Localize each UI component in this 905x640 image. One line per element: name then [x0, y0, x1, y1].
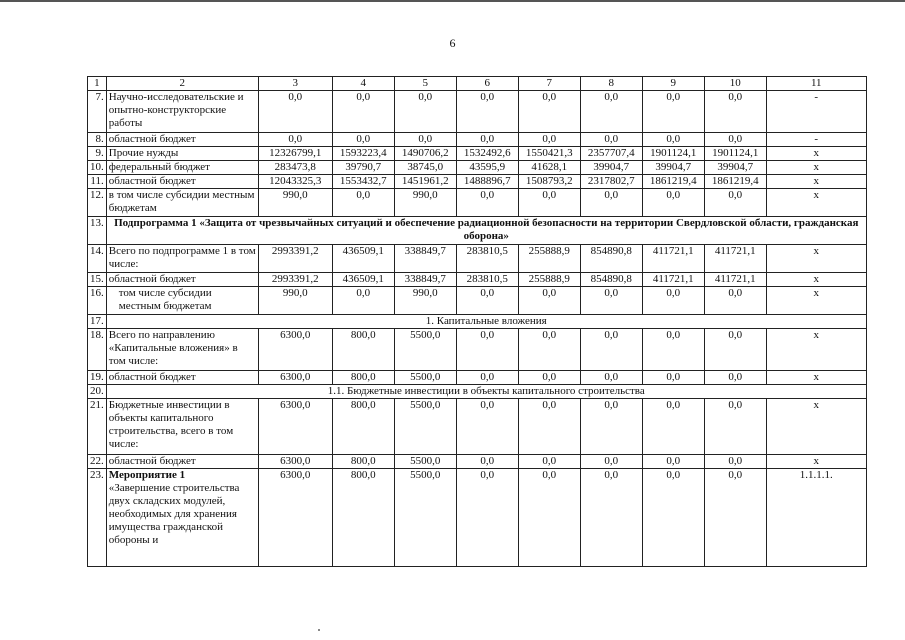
value-cell: 800,0 [332, 469, 394, 567]
value-cell: 0,0 [456, 189, 518, 217]
value-cell: 5500,0 [394, 329, 456, 371]
scan-artifact-dot [318, 629, 320, 631]
value-cell: 0,0 [456, 329, 518, 371]
value-cell: 0,0 [456, 469, 518, 567]
row-label-cell [106, 133, 258, 147]
row-number: 17. [88, 315, 107, 329]
value-cell: 0,0 [456, 371, 518, 385]
top-border-line [0, 0, 905, 2]
value-cell: 39904,7 [642, 161, 704, 175]
value-cell: 0,0 [642, 455, 704, 469]
value-cell: 0,0 [580, 399, 642, 455]
row-label-cell [106, 161, 258, 175]
row-label-cell [106, 175, 258, 189]
value-cell: 12326799,1 [258, 147, 332, 161]
value-cell: 0,0 [704, 399, 766, 455]
row-label: областной бюджет [108, 175, 196, 187]
value-cell: 0,0 [580, 133, 642, 147]
value-cell: 800,0 [332, 371, 394, 385]
value-cell: 0,0 [704, 371, 766, 385]
value-cell: 0,0 [518, 455, 580, 469]
row-label-cell [106, 329, 258, 371]
row-label: «Завершение строительства двух складских модулей, необходимых для хранения имущества гражданской обороны и [108, 482, 240, 546]
row-number: 19. [88, 371, 107, 385]
value-cell: 0,0 [456, 133, 518, 147]
table-row [88, 469, 867, 567]
value-cell: 0,0 [704, 189, 766, 217]
value-cell: 2317802,7 [580, 175, 642, 189]
value-cell: 0,0 [456, 455, 518, 469]
value-cell: 1901124,1 [704, 147, 766, 161]
value-cell: 0,0 [580, 455, 642, 469]
header-cell: 3 [258, 77, 332, 91]
row-label: том числе субсидии местным бюджетам [118, 287, 212, 312]
row-label: Бюджетные инвестиции в объекты капитального строительства, всего в том числе: [108, 399, 234, 450]
table-row [88, 371, 867, 385]
row-label-cell [106, 147, 258, 161]
value-cell: 2357707,4 [580, 147, 642, 161]
value-cell: 12043325,3 [258, 175, 332, 189]
value-cell: 255888,9 [518, 245, 580, 273]
reference-cell: х [766, 273, 866, 287]
reference-cell: х [766, 245, 866, 273]
value-cell: 800,0 [332, 455, 394, 469]
value-cell: 6300,0 [258, 469, 332, 567]
row-number: 14. [88, 245, 107, 273]
value-cell: 1901124,1 [642, 147, 704, 161]
value-cell: 283473,8 [258, 161, 332, 175]
value-cell: 854890,8 [580, 245, 642, 273]
value-cell: 0,0 [518, 469, 580, 567]
row-label-cell [106, 455, 258, 469]
table-row [88, 217, 867, 245]
value-cell: 0,0 [580, 91, 642, 133]
value-cell: 43595,9 [456, 161, 518, 175]
row-number: 23. [88, 469, 107, 567]
value-cell: 990,0 [394, 287, 456, 315]
value-cell: 411721,1 [704, 273, 766, 287]
value-cell: 38745,0 [394, 161, 456, 175]
value-cell: 6300,0 [258, 455, 332, 469]
value-cell: 0,0 [580, 329, 642, 371]
value-cell: 0,0 [704, 455, 766, 469]
reference-cell: х [766, 189, 866, 217]
row-label: областной бюджет [108, 273, 196, 285]
value-cell: 0,0 [518, 329, 580, 371]
value-cell: 0,0 [704, 287, 766, 315]
row-label: федеральный бюджет [108, 161, 210, 173]
value-cell: 1508793,2 [518, 175, 580, 189]
value-cell: 0,0 [580, 469, 642, 567]
row-number: 15. [88, 273, 107, 287]
table-row [88, 91, 867, 133]
row-label-cell [106, 189, 258, 217]
value-cell: 0,0 [258, 133, 332, 147]
value-cell: 0,0 [518, 189, 580, 217]
value-cell: 0,0 [642, 469, 704, 567]
value-cell: 0,0 [332, 133, 394, 147]
reference-cell: х [766, 161, 866, 175]
value-cell: 6300,0 [258, 399, 332, 455]
value-cell: 0,0 [704, 469, 766, 567]
value-cell: 338849,7 [394, 273, 456, 287]
table-row [88, 133, 867, 147]
value-cell: 0,0 [580, 371, 642, 385]
value-cell: 1593223,4 [332, 147, 394, 161]
value-cell: 0,0 [580, 189, 642, 217]
value-cell: 5500,0 [394, 371, 456, 385]
page-number: 6 [449, 36, 456, 50]
reference-cell: х [766, 455, 866, 469]
value-cell: 0,0 [332, 189, 394, 217]
row-label-cell [106, 399, 258, 455]
value-cell: 0,0 [518, 287, 580, 315]
value-cell: 436509,1 [332, 273, 394, 287]
row-label: областной бюджет [108, 371, 196, 383]
table-row [88, 329, 867, 371]
value-cell: 39904,7 [580, 161, 642, 175]
table-row [88, 315, 867, 329]
row-number: 11. [88, 175, 107, 189]
value-cell: 0,0 [642, 287, 704, 315]
row-label: в том числе субсидии местным бюджетам [108, 189, 255, 214]
value-cell: 990,0 [258, 287, 332, 315]
value-cell: 0,0 [704, 91, 766, 133]
reference-cell: 1.1.1.1. [766, 469, 866, 567]
value-cell: 436509,1 [332, 245, 394, 273]
row-number: 9. [88, 147, 107, 161]
value-cell: 411721,1 [704, 245, 766, 273]
section-heading: 1. Капитальные вложения [106, 315, 866, 329]
value-cell: 0,0 [258, 91, 332, 133]
value-cell: 0,0 [332, 91, 394, 133]
value-cell: 0,0 [394, 133, 456, 147]
value-cell: 6300,0 [258, 329, 332, 371]
value-cell: 0,0 [518, 91, 580, 133]
header-cell: 11 [766, 77, 866, 91]
value-cell: 5500,0 [394, 399, 456, 455]
header-cell: 1 [88, 77, 107, 91]
row-label: Прочие нужды [108, 147, 179, 159]
row-label: Всего по направлению «Капитальные вложения» в том числе: [108, 329, 238, 367]
header-cell: 4 [332, 77, 394, 91]
row-number: 13. [88, 217, 107, 245]
reference-cell: х [766, 287, 866, 315]
value-cell: 0,0 [642, 91, 704, 133]
row-number: 7. [88, 91, 107, 133]
header-cell: 7 [518, 77, 580, 91]
table-row [88, 287, 867, 315]
value-cell: 1490706,2 [394, 147, 456, 161]
reference-cell: - [766, 133, 866, 147]
value-cell: 2993391,2 [258, 245, 332, 273]
row-label-cell [106, 273, 258, 287]
table-row [88, 399, 867, 455]
reference-cell: х [766, 371, 866, 385]
value-cell: 1488896,7 [456, 175, 518, 189]
value-cell: 1451961,2 [394, 175, 456, 189]
value-cell: 0,0 [642, 189, 704, 217]
value-cell: 0,0 [704, 329, 766, 371]
reference-cell: х [766, 147, 866, 161]
table-row [88, 175, 867, 189]
value-cell: 0,0 [642, 133, 704, 147]
row-label: Всего по подпрограмме 1 в том числе: [108, 245, 256, 270]
value-cell: 5500,0 [394, 455, 456, 469]
header-cell: 9 [642, 77, 704, 91]
table-row [88, 385, 867, 399]
value-cell: 2993391,2 [258, 273, 332, 287]
value-cell: 411721,1 [642, 245, 704, 273]
row-number: 8. [88, 133, 107, 147]
row-label-cell [106, 371, 258, 385]
row-label: Научно-исследовательские и опытно-конструкторские работы [108, 91, 244, 129]
value-cell: 0,0 [518, 133, 580, 147]
value-cell: 39790,7 [332, 161, 394, 175]
table-row [88, 245, 867, 273]
section-heading: Подпрограмма 1 «Защита от чрезвычайных ситуаций и обеспечение радиационной безопасности на территории Свердловской области, гражданская оборона» [106, 217, 866, 245]
table-row [88, 189, 867, 217]
value-cell: 411721,1 [642, 273, 704, 287]
value-cell: 1553432,7 [332, 175, 394, 189]
value-cell: 283810,5 [456, 273, 518, 287]
header-cell: 6 [456, 77, 518, 91]
value-cell: 0,0 [332, 287, 394, 315]
row-label: областной бюджет [108, 133, 196, 145]
reference-cell: х [766, 329, 866, 371]
row-number: 18. [88, 329, 107, 371]
value-cell: 0,0 [394, 91, 456, 133]
row-number: 12. [88, 189, 107, 217]
value-cell: 0,0 [518, 371, 580, 385]
value-cell: 854890,8 [580, 273, 642, 287]
value-cell: 255888,9 [518, 273, 580, 287]
table-row [88, 455, 867, 469]
reference-cell: х [766, 399, 866, 455]
row-label: областной бюджет [108, 455, 196, 467]
value-cell: 1550421,3 [518, 147, 580, 161]
value-cell: 0,0 [642, 399, 704, 455]
row-number: 20. [88, 385, 107, 399]
row-number: 21. [88, 399, 107, 455]
value-cell: 800,0 [332, 329, 394, 371]
value-cell: 5500,0 [394, 469, 456, 567]
table-row [88, 273, 867, 287]
value-cell: 41628,1 [518, 161, 580, 175]
value-cell: 0,0 [704, 133, 766, 147]
row-number: 10. [88, 161, 107, 175]
value-cell: 0,0 [518, 399, 580, 455]
value-cell: 283810,5 [456, 245, 518, 273]
header-cell: 10 [704, 77, 766, 91]
table-row [88, 161, 867, 175]
table-row [88, 147, 867, 161]
row-label-cell [106, 245, 258, 273]
value-cell: 800,0 [332, 399, 394, 455]
budget-table [87, 76, 867, 567]
value-cell: 39904,7 [704, 161, 766, 175]
event-title: Мероприятие 1 [108, 469, 186, 481]
value-cell: 338849,7 [394, 245, 456, 273]
value-cell: 0,0 [642, 371, 704, 385]
value-cell: 990,0 [394, 189, 456, 217]
value-cell: 0,0 [642, 329, 704, 371]
row-number: 22. [88, 455, 107, 469]
reference-cell: - [766, 91, 866, 133]
value-cell: 1532492,6 [456, 147, 518, 161]
value-cell: 0,0 [456, 287, 518, 315]
value-cell: 0,0 [456, 399, 518, 455]
row-label-cell [106, 469, 258, 567]
header-cell: 8 [580, 77, 642, 91]
row-label-cell [106, 287, 258, 315]
value-cell: 1861219,4 [704, 175, 766, 189]
header-cell: 5 [394, 77, 456, 91]
row-number: 16. [88, 287, 107, 315]
row-label-cell [106, 91, 258, 133]
reference-cell: х [766, 175, 866, 189]
value-cell: 990,0 [258, 189, 332, 217]
header-row [88, 77, 867, 91]
header-cell: 2 [106, 77, 258, 91]
value-cell: 0,0 [456, 91, 518, 133]
section-heading: 1.1. Бюджетные инвестиции в объекты капитального строительства [106, 385, 866, 399]
value-cell: 6300,0 [258, 371, 332, 385]
value-cell: 0,0 [580, 287, 642, 315]
value-cell: 1861219,4 [642, 175, 704, 189]
